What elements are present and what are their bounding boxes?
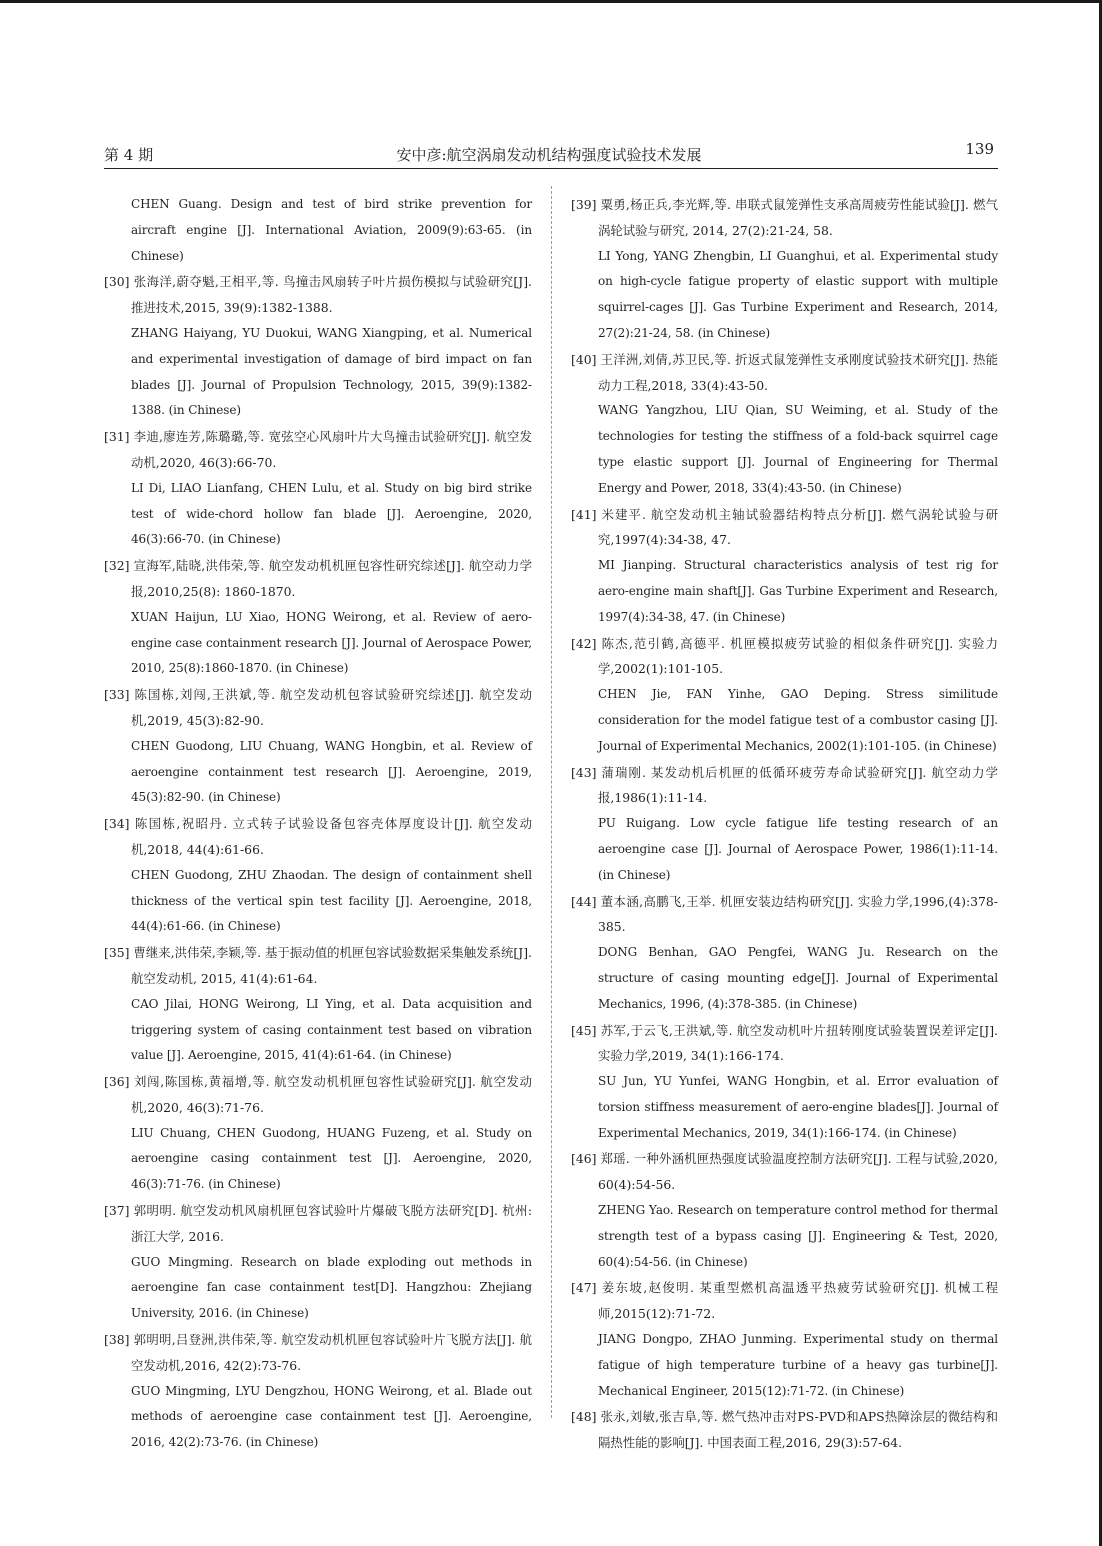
reference-entry — [104, 553, 532, 682]
left-reference-column — [104, 192, 532, 1456]
reference-chinese-citation: [46] 郑瑶. 一种外涵机匣热强度试验温度控制方法研究[J]. 工程与试验,2020, 60(4):54-56. — [571, 1151, 998, 1193]
reference-english-citation: LI Di, LIAO Lianfang, CHEN Lulu, et al. Study on big bird strike test of wide-chord hollow fan blade [J]. Aeroengine, 2020, 46(3):66-70. (in Chinese) — [131, 480, 532, 547]
reference-entry — [104, 811, 532, 940]
reference-entry — [104, 1069, 532, 1198]
reference-chinese-citation: [48] 张永,刘敏,张吉阜,等. 燃气热冲击对PS-PVD和APS热障涂层的微结构和隔热性能的影响[J]. 中国表面工程,2016, 29(3):57-64. — [571, 1409, 998, 1451]
reference-chinese-citation: [38] 郭明明,吕登洲,洪伟荣,等. 航空发动机机匣包容试验叶片飞脱方法[J]. 航空发动机,2016, 42(2):73-76. — [104, 1332, 532, 1373]
reference-entry — [104, 1198, 532, 1327]
running-header — [104, 140, 994, 168]
reference-chinese-citation: [47] 姜东坡,赵俊明. 某重型燃机高温透平热疲劳试验研究[J]. 机械工程师,2015(12):71-72. — [571, 1280, 998, 1322]
reference-entry — [104, 192, 532, 269]
reference-english-citation: JIANG Dongpo, ZHAO Junming. Experimental study on thermal fatigue of high temperature turbine of a heavy gas turbine[J]. Mechanical Engineer, 2015(12):71-72. (in Chinese) — [598, 1332, 998, 1398]
running-title: 安中彦:航空涡扇发动机结构强度试验技术发展 — [396, 146, 702, 164]
reference-entry — [571, 1018, 998, 1147]
reference-english-citation: LI Yong, YANG Zhengbin, LI Guanghui, et al. Experimental study on high-cycle fatigue property of elastic support with multiple squirrel-cages [J]. Gas Turbine Experiment and Research, 2014, 27(2):21-24, 58. (in Chinese) — [598, 248, 998, 340]
reference-english-citation: PU Ruigang. Low cycle fatigue life testing research of an aeroengine case [J]. Journal of Aerospace Power, 1986(1):11-14. (in Chinese) — [598, 816, 998, 882]
reference-english-citation: CHEN Jie, FAN Yinhe, GAO Deping. Stress similitude consideration for the model fatigue test of a combustor casing [J]. Journal of Experimental Mechanics, 2002(1):101-105. (in Chinese) — [598, 687, 998, 753]
reference-english-citation: LIU Chuang, CHEN Guodong, HUANG Fuzeng, et al. Study on aeroengine casing containment test [J]. Aeroengine, 2020, 46(3):71-76. (in Chinese) — [131, 1125, 532, 1192]
reference-chinese-citation: [34] 陈国栋,祝昭丹. 立式转子试验设备包容壳体厚度设计[J]. 航空发动机,2018, 44(4):61-66. — [104, 816, 532, 857]
reference-entry — [571, 1275, 998, 1404]
reference-english-citation: CHEN Guang. Design and test of bird strike prevention for aircraft engine [J]. International Aviation, 2009(9):63-65. (in Chinese) — [131, 197, 532, 263]
reference-english-citation: CHEN Guodong, ZHU Zhaodan. The design of containment shell thickness of the vertical spin test facility [J]. Aeroengine, 2018, 44(4):61-66. (in Chinese) — [131, 867, 532, 934]
reference-chinese-citation: [32] 宣海军,陆晓,洪伟荣,等. 航空发动机机匣包容性研究综述[J]. 航空动力学报,2010,25(8): 1860-1870. — [104, 558, 532, 599]
column-divider — [551, 186, 552, 1418]
reference-chinese-citation: [33] 陈国栋,刘闯,王洪斌,等. 航空发动机包容试验研究综述[J]. 航空发动机,2019, 45(3):82-90. — [104, 687, 532, 728]
reference-chinese-citation: [30] 张海洋,蔚夺魁,王相平,等. 鸟撞击风扇转子叶片损伤模拟与试验研究[J]. 推进技术,2015, 39(9):1382-1388. — [104, 274, 532, 316]
reference-english-citation: MI Jianping. Structural characteristics analysis of test rig for aero-engine main shaft[J]. Gas Turbine Experiment and Research, 1997(4):34-38, 47. (in Chinese) — [598, 558, 998, 624]
reference-entry — [104, 1327, 532, 1456]
right-reference-column — [571, 192, 998, 1456]
reference-english-citation: GUO Mingming. Research on blade exploding out methods in aeroengine fan case containment test[D]. Hangzhou: Zhejiang University, 2016. (in Chinese) — [131, 1254, 532, 1321]
reference-entry — [571, 1146, 998, 1275]
reference-english-citation: GUO Mingming, LYU Dengzhou, HONG Weirong, et al. Blade out methods of aeroengine case containment test [J]. Aeroengine, 2016, 42(2):73-76. (in Chinese) — [131, 1383, 532, 1450]
reference-chinese-citation: [45] 苏军,于云飞,王洪斌,等. 航空发动机叶片扭转刚度试验装置误差评定[J]. 实验力学,2019, 34(1):166-174. — [571, 1022, 998, 1064]
reference-entry — [104, 940, 532, 1069]
reference-entry — [571, 889, 998, 1018]
reference-entry — [571, 347, 998, 502]
reference-english-citation: CHEN Guodong, LIU Chuang, WANG Hongbin, et al. Review of aeroengine containment test research [J]. Aeroengine, 2019, 45(3):82-90. (in Chinese) — [131, 738, 532, 805]
reference-english-citation: CAO Jilai, HONG Weirong, LI Ying, et al. Data acquisition and triggering system of casing containment test based on vibration value [J]. Aeroengine, 2015, 41(4):61-64. (in Chinese) — [131, 996, 532, 1063]
reference-english-citation: DONG Benhan, GAO Pengfei, WANG Ju. Research on the structure of casing mounting edge[J]. Journal of Experimental Mechanics, 1996, (4):378-385. (in Chinese) — [598, 945, 998, 1011]
reference-entry — [571, 192, 998, 347]
reference-chinese-citation: [44] 董本涵,高鹏飞,王举. 机匣安装边结构研究[J]. 实验力学,1996,(4):378-385. — [571, 893, 998, 935]
issue-number: 第 4 期 — [104, 146, 154, 164]
reference-chinese-citation: [43] 蒲瑞刚. 某发动机后机匣的低循环疲劳寿命试验研究[J]. 航空动力学报,1986(1):11-14. — [571, 764, 998, 806]
reference-chinese-citation: [42] 陈杰,范引鹤,高德平. 机匣模拟疲劳试验的相似条件研究[J]. 实验力学,2002(1):101-105. — [571, 635, 998, 677]
header-rule — [104, 168, 998, 169]
page-top-border — [0, 0, 1102, 3]
reference-chinese-citation: [36] 刘闯,陈国栋,黄福增,等. 航空发动机机匣包容性试验研究[J]. 航空发动机,2020, 46(3):71-76. — [104, 1074, 532, 1115]
reference-chinese-citation: [35] 曹继来,洪伟荣,李颖,等. 基于振动值的机匣包容试验数据采集触发系统[J]. 航空发动机, 2015, 41(4):61-64. — [104, 945, 532, 986]
reference-chinese-citation: [41] 米建平. 航空发动机主轴试验器结构特点分析[J]. 燃气涡轮试验与研究,1997(4):34-38, 47. — [571, 506, 998, 548]
reference-chinese-citation: [39] 粟勇,杨正兵,李光辉,等. 串联式鼠笼弹性支承高周疲劳性能试验[J]. 燃气涡轮试验与研究, 2014, 27(2):21-24, 58. — [571, 197, 998, 238]
reference-english-citation: XUAN Haijun, LU Xiao, HONG Weirong, et al. Review of aero-engine case containment research [J]. Journal of Aerospace Power, 2010, 25(8):1860-1870. (in Chinese) — [131, 609, 532, 676]
reference-entry — [571, 502, 998, 631]
page-number: 139 — [965, 140, 994, 158]
reference-chinese-citation: [40] 王洋洲,刘倩,苏卫民,等. 折返式鼠笼弹性支承刚度试验技术研究[J]. 热能动力工程,2018, 33(4):43-50. — [571, 351, 998, 393]
reference-entry — [571, 631, 998, 760]
reference-entry — [104, 269, 532, 424]
reference-english-citation: SU Jun, YU Yunfei, WANG Hongbin, et al. Error evaluation of torsion stiffness measurement of aero-engine blades[J]. Journal of Experimental Mechanics, 2019, 34(1):166-174. (in Chinese) — [598, 1074, 998, 1140]
reference-entry — [571, 760, 998, 889]
reference-english-citation: ZHANG Haiyang, YU Duokui, WANG Xiangping, et al. Numerical and experimental investigation of damage of bird impact on fan blades [J]. Journal of Propulsion Technology, 2015, 39(9):1382-1388. (in Chinese) — [131, 325, 532, 418]
reference-entry — [104, 682, 532, 811]
reference-entry — [104, 424, 532, 553]
reference-chinese-citation: [31] 李迪,廖连芳,陈璐璐,等. 宽弦空心风扇叶片大鸟撞击试验研究[J]. 航空发动机,2020, 46(3):66-70. — [104, 429, 532, 470]
reference-chinese-citation: [37] 郭明明. 航空发动机风扇机匣包容试验叶片爆破飞脱方法研究[D]. 杭州:浙江大学, 2016. — [104, 1203, 532, 1244]
reference-entry — [571, 1404, 998, 1456]
reference-english-citation: ZHENG Yao. Research on temperature control method for thermal strength test of a bypass casing [J]. Engineering & Test, 2020, 60(4):54-56. (in Chinese) — [598, 1203, 998, 1269]
reference-english-citation: WANG Yangzhou, LIU Qian, SU Weiming, et al. Study of the technologies for testing the stiffness of a fold-back squirrel cage type elastic support [J]. Journal of Engineering for Thermal Energy and Power, 2018, 33(4):43-50. (in Chinese) — [598, 403, 998, 495]
